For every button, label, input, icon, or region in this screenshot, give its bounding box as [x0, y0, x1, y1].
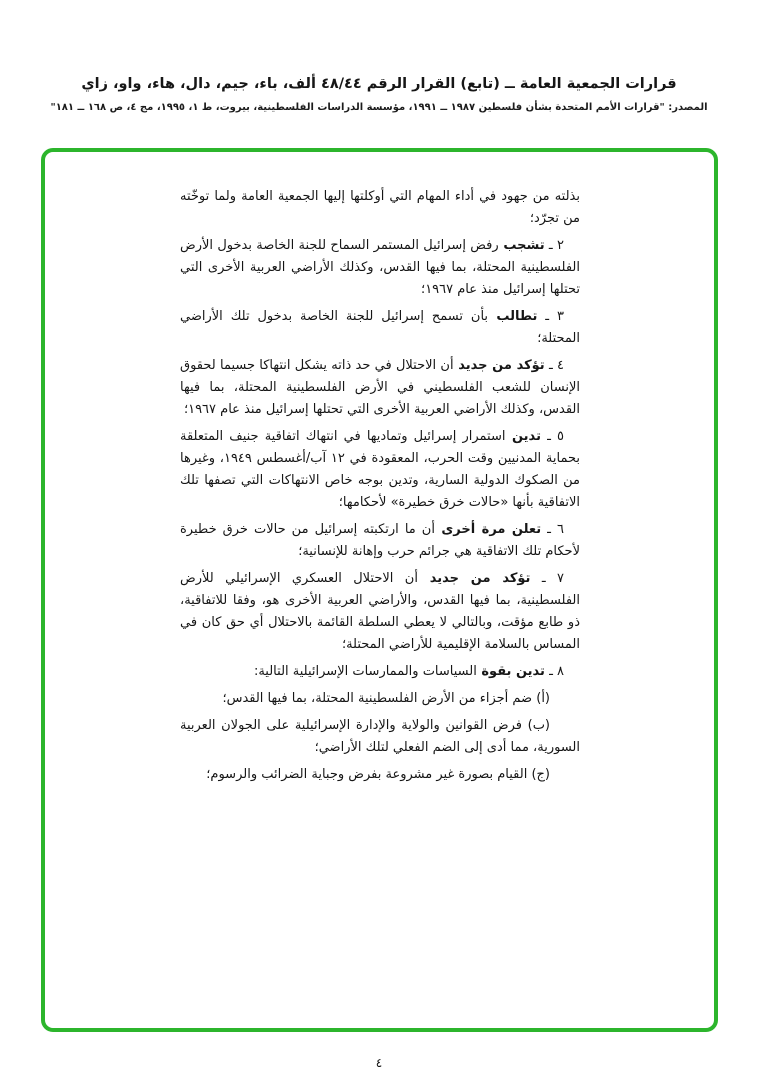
operative-verb: تؤكد من جديد	[453, 358, 545, 373]
resolution-paragraph: (ج) القيام بصورة غير مشروعة بفرض وجباية الضرائب والرسوم؛	[206, 767, 550, 782]
resolution-paragraph: ٣ ـ تطالب بأن تسمح إسرائيل للجنة الخاصة بدخول تلك الأراضي المحتلة؛	[180, 309, 580, 346]
paragraph-number: (أ)	[532, 691, 550, 706]
operative-verb: تشجب	[498, 238, 545, 253]
resolution-paragraph: (أ) ضم أجزاء من الأرض الفلسطينية المحتلة، بما فيها القدس؛	[222, 691, 550, 706]
paragraph-number: (ب)	[522, 718, 551, 733]
resolution-paragraph: (ب) فرض القوانين والولاية والإدارة الإسرائيلية على الجولان العربية السورية، مما أدى إلى الضم الفعلي لتلك الأراضي؛	[180, 718, 580, 755]
paragraph-number: (ج)	[527, 767, 550, 782]
operative-verb: تعلن مرة أخرى	[434, 522, 542, 537]
paragraph-number: ٨ ـ	[544, 664, 564, 679]
paragraph-number: ٣ ـ	[537, 309, 565, 324]
resolution-paragraph: بذلته من جهود في أداء المهام التي أوكلتها إليها الجمعية العامة ولما توخّته من تجرّد؛	[180, 189, 580, 226]
green-border-frame	[41, 148, 718, 1032]
paragraph-number: ٥ ـ	[540, 429, 564, 444]
paragraph-number: ٧ ـ	[530, 571, 565, 586]
operative-verb: تطالب	[488, 309, 538, 324]
page-number: ٤	[375, 1056, 383, 1070]
paragraph-number: ٢ ـ	[544, 238, 564, 253]
resolution-paragraph: ٨ ـ تدين بقوة السياسات والممارسات الإسرائيلية التالية:	[253, 664, 564, 679]
resolution-paragraph: ٢ ـ تشجب رفض إسرائيل المستمر السماح للجنة الخاصة بدخول الأرض الفلسطينية المحتلة، بما فيها القدس، وكذلك الأراضي العربية الأخرى التي تحتلها إسرائيل منذ عام ١٩٦٧؛	[180, 238, 580, 297]
resolution-paragraph: ٧ ـ تؤكد من جديد أن الاحتلال العسكري الإسرائيلي للأرض الفلسطينية، بما فيها القدس، والأراضي العربية الأخرى هو، وفقا للاتفاقية، ذو طابع مؤقت، وبالتالي لا يعطي السلطة القائمة بالاحتلال أي حق كان في المساس بالسلامة الإقليمية للأراضي المحتلة؛	[180, 571, 580, 652]
source-line: المصدر: "قرارات الأمم المتحدة بشأن فلسطين ١٩٨٧ ــ ١٩٩١، مؤسسة الدراسات الفلسطينية، بيروت، ط ١، ١٩٩٥، مج ٤، ص ١٦٨ ــ ١٨١"	[50, 102, 708, 113]
operative-verb: تدين بقوة	[476, 664, 545, 679]
operative-verb: تؤكد من جديد	[417, 571, 531, 586]
paragraph-number: ٦ ـ	[541, 522, 564, 537]
resolution-paragraph: ٥ ـ تدين استمرار إسرائيل وتماديها في انتهاك اتفاقية جنيف المتعلقة بحماية المدنيين وقت الحرب، المعقودة في ١٢ آب/أغسطس ١٩٤٩، وغيرها من الصكوك الدولية السارية، وتدين بوجه خاص الانتهاكات التي تصفها تلك الاتفاقية بأنها «حالات خرق خطيرة» لأحكامها؛	[180, 429, 580, 510]
resolution-paragraph: ٤ ـ تؤكد من جديد أن الاحتلال في حد ذاته يشكل انتهاكا جسيما لحقوق الإنسان للشعب الفلسطيني في الأرض الفلسطينية المحتلة، بما فيها القدس، وكذلك الأراضي العربية الأخرى التي تحتلها إسرائيل منذ عام ١٩٦٧؛	[180, 358, 580, 417]
resolution-text	[180, 186, 580, 791]
resolution-paragraph: ٦ ـ تعلن مرة أخرى أن ما ارتكبته إسرائيل من حالات خرق خطيرة لأحكام تلك الاتفاقية هي جرائم حرب وإهانة للإنسانية؛	[180, 522, 580, 559]
operative-verb: تدين	[505, 429, 541, 444]
page-title: قرارات الجمعية العامة ــ (تابع) القرار الرقم ٤٨/٤٤ ألف، باء، جيم، دال، هاء، واو، زاي	[81, 76, 677, 92]
document-header	[0, 76, 758, 113]
paragraph-number: ٤ ـ	[544, 358, 565, 373]
